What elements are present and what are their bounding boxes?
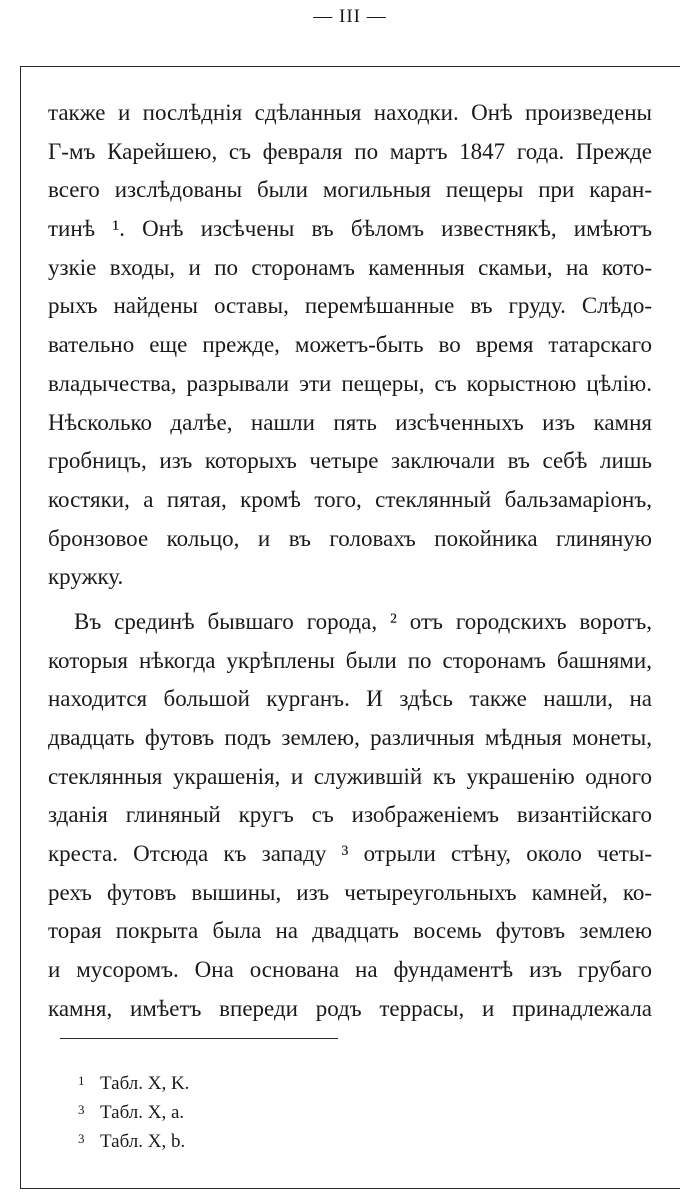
body-text: [48, 94, 652, 1029]
footnote: [78, 1095, 478, 1124]
footnote: [78, 1066, 478, 1095]
text-line: всего изслѣдованы были могильныя пещеры при каран-: [48, 177, 652, 203]
footnote-text: Табл. X, b.: [100, 1131, 186, 1152]
text-line: находится большой курганъ. И здѣсь также нашли, на: [48, 686, 652, 712]
footnote-text: Табл. X, a.: [100, 1102, 185, 1123]
text-line: камня, имѣетъ впереди родъ террасы, и принадлежала: [48, 995, 652, 1021]
paragraph-start-line: Въ срединѣ бывшаго города, ² отъ городскихъ воротъ,: [74, 608, 652, 634]
text-line: костяки, а пятая, кромѣ того, стеклянный бальзамаріонъ,: [48, 486, 652, 512]
text-line: тинѣ ¹. Онѣ изсѣчены въ бѣломъ известнякѣ, имѣютъ: [48, 216, 652, 242]
page-number: — III —: [313, 6, 387, 27]
text-line: вательно еще прежде, можетъ-быть во время татарскаго: [48, 332, 652, 358]
text-line: рыхъ найдены оставы, перемѣшанные въ груду. Слѣдо-: [48, 293, 652, 319]
text-line: также и послѣднія сдѣланныя находки. Онѣ произведены: [48, 100, 652, 125]
footnote-mark: 3: [78, 1102, 85, 1117]
text-line: стеклянныя украшенія, и служившій къ украшенію одного: [48, 763, 652, 789]
text-line: и мусоромъ. Она основана на фундаментѣ изъ грубаго: [48, 957, 652, 983]
text-line: владычества, разрывали эти пещеры, съ корыстною цѣлію.: [48, 370, 652, 396]
frame-top-rule: [20, 66, 680, 67]
text-line: бронзовое кольцо, и въ головахъ покойника глиняную: [48, 525, 652, 551]
text-line: торая покрыта была на двадцать восемь футовъ землею: [48, 918, 652, 944]
text-line: узкіе входы, и по сторонамъ каменныя скамьи, на кото-: [48, 254, 652, 280]
text-line: гробницъ, изъ которыхъ четыре заключали въ себѣ лишь: [48, 448, 652, 474]
frame-bottom-rule: [20, 1188, 680, 1189]
footnote: [78, 1124, 478, 1153]
paragraph-end-line: кружку.: [48, 564, 124, 590]
text-line: рехъ футовъ вышины, изъ четыреугольныхъ камней, ко-: [48, 879, 652, 905]
footnote-mark: 3: [78, 1131, 85, 1146]
text-line: которыя нѣкогда укрѣплены были по сторонамъ башнями,: [48, 647, 652, 673]
frame-left-rule: [20, 66, 21, 1188]
text-line: креста. Отсюда къ западу ³ отрыли стѣну, около четы-: [48, 841, 652, 867]
text-line: Г-мъ Карейшею, съ февраля по мартъ 1847 года. Прежде: [48, 138, 652, 164]
footnote-text: Табл. X, K.: [100, 1073, 190, 1094]
text-line: Нѣсколько далѣе, нашли пять изсѣченныхъ изъ камня: [48, 409, 652, 435]
text-line: двадцать футовъ подъ землею, различныя мѣдныя монеты,: [48, 725, 652, 750]
footnote-mark: 1: [78, 1073, 85, 1088]
text-line: зданія глиняный кругъ съ изображеніемъ византійскаго: [48, 802, 652, 828]
footnotes: [78, 1066, 478, 1153]
footnote-separator: [60, 1038, 338, 1039]
